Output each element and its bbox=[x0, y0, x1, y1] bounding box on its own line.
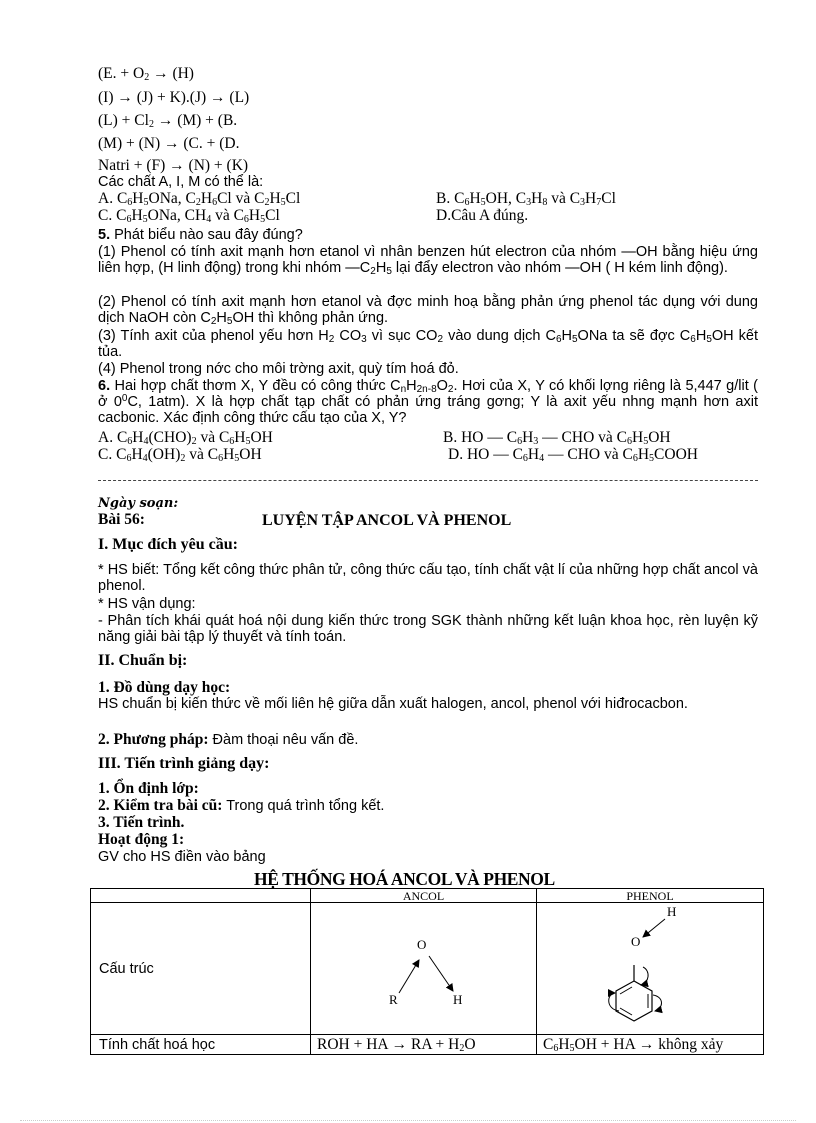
row-structure-label: Cấu trúc bbox=[91, 903, 311, 1035]
section-1-heading: I. Mục đích yêu cầu: bbox=[98, 536, 238, 553]
page-bottom-border bbox=[20, 1120, 796, 1121]
table-header-phenol: PHENOL bbox=[537, 889, 764, 903]
row-chemistry-label: Tính chất hoá học bbox=[91, 1035, 311, 1055]
section-3-item-2: 2. Kiểm tra bài cũ: Trong quá trình tổng kết. bbox=[98, 797, 385, 814]
phenol-structure-diagram bbox=[537, 903, 761, 1029]
lesson-number: Bài 56: bbox=[98, 511, 145, 528]
ancol-o-h-arrow bbox=[429, 956, 453, 991]
table-title: HỆ THỐNG HOÁ ANCOL VÀ PHENOL bbox=[254, 869, 555, 889]
reaction-line-1: (E. + $O_2 \to (H)$ bbox=[98, 65, 194, 83]
ancol-h-label: H bbox=[453, 992, 463, 1007]
phenol-h-o-arrow bbox=[643, 919, 665, 937]
phenol-structure bbox=[537, 903, 764, 1035]
section-1-para-3: - Phân tích khái quát hoá nội dung kiến thức trong SGK thành những kết luận khoa học, rèn luyện kỹ năng giải bài tập lý thuyết và tính toán. bbox=[98, 613, 758, 645]
activity-heading: Hoạt động 1: bbox=[98, 831, 185, 848]
reaction-line-4: (M) + (N) → (C. + (D. bbox=[98, 135, 240, 152]
section-3-heading: III. Tiến trình giảng dạy: bbox=[98, 755, 270, 772]
section-1-para-2: * HS vận dụng: bbox=[98, 596, 196, 612]
section-3-item-1: 1. Ổn định lớp: bbox=[98, 780, 199, 797]
q5-statement-3: (3) Tính axit của phenol yếu hơn $H_2$ $CO_3$ vì sục $CO_2$ vào dung dịch $C_6H_5ONa$ ta sẽ đợc $C_6H_5OH$ kết tủa. bbox=[98, 328, 759, 360]
table-header-ancol: ANCOL bbox=[311, 889, 537, 903]
phenol-curved-arrow-3 bbox=[653, 995, 662, 1011]
section-2-item-2: 2. Phương pháp: Đàm thoại nêu vấn đề. bbox=[98, 731, 359, 748]
ancol-r-o-arrow bbox=[399, 960, 419, 993]
q5-statement-2: (2) Phenol có tính axit mạnh hơn etanol và đợc minh hoạ bằng phản ứng phenol tác dụng với dung dịch NaOH còn $C_2H_5OH$ thì không phản ứng. bbox=[98, 294, 758, 327]
q5-statement-4: (4) Phenol trong nớc cho môi trờng axit, quỳ tím hoá đỏ. bbox=[98, 361, 459, 377]
section-2-item-1: 1. Đồ dùng dạy học: bbox=[98, 679, 231, 696]
q4-option-d: D.Câu A đúng. bbox=[436, 207, 529, 224]
q6-stem: 6. Hai hợp chất thơm X, Y đều có công thức $C_nH_{2n-8}O_2$. Hơi của X, Y có khối lợng riêng là 5,447 g/lit ( ở $0^0C$, 1atm). X là hợp chất tạp chất có phản ứng tráng gơng; Y là axit yếu nhng mạnh hơn axit cacbonic. Xác định công thức cấu tạo của X, Y? bbox=[98, 378, 758, 426]
q6-option-d: D. HO — $C_6H_4$ — CHO và $C_6H_5COOH$ bbox=[448, 446, 698, 464]
q6-option-c: C. $C_6H_4(OH)_2$ và $C_6H_5OH$ bbox=[98, 446, 262, 464]
q4-option-c: C. $C_6H_5ONa$, $CH_4$ và $C_6H_5Cl$ bbox=[98, 207, 280, 225]
q4-stem: Các chất A, I, M có thể là: bbox=[98, 174, 264, 190]
section-2-heading: II. Chuẩn bị: bbox=[98, 652, 188, 669]
q6-option-b: B. HO — $C_6H_3$ — CHO và $C_6H_5OH$ bbox=[443, 429, 671, 447]
section-1-para-1: * HS biết: Tổng kết công thức phân tử, công thức cấu tạo, tính chất vật lí của những hợp chất ancol và phenol. bbox=[98, 562, 758, 594]
reaction-line-5: Natri + (F) → (N) + (K) bbox=[98, 157, 249, 174]
phenol-curved-arrow-2 bbox=[609, 993, 619, 1011]
ancol-r-label: R bbox=[389, 992, 398, 1007]
benzene-ring bbox=[616, 981, 652, 1021]
q6-option-a: A. $C_6H_4(CHO)_2$ và $C_6H_5OH$ bbox=[98, 429, 273, 447]
phenol-h-label: H bbox=[667, 904, 677, 919]
table-header-blank bbox=[91, 889, 311, 903]
date-label: Ngày soạn: bbox=[98, 496, 179, 511]
section-divider bbox=[98, 480, 758, 481]
reaction-line-2: (I) → (J) + K).(J) → (L) bbox=[98, 89, 250, 106]
phenol-chemistry: $C_6H_5OH$ + HA → không xảy bbox=[537, 1035, 764, 1055]
phenol-oxygen-label: O bbox=[631, 934, 641, 949]
ancol-chemistry: ROH + HA → RA + $H_2O$ bbox=[311, 1035, 537, 1055]
q5-stem: 5. Phát biểu nào sau đây đúng? bbox=[98, 227, 303, 243]
systematization-table bbox=[90, 888, 764, 1055]
q4-option-a: A. $C_6H_5ONa$, $C_2H_6Cl$ và $C_2H_5Cl$ bbox=[98, 190, 301, 208]
q5-statement-1: (1) Phenol có tính axit mạnh hơn etanol vì nhân benzen hút electron của nhóm —OH bằng hiệu ứng liên hợp, (H linh động) trong khi nhóm $—C_2H_5$ lại đẩy electron vào nhóm —OH ( H kém linh động). bbox=[98, 244, 758, 277]
lesson-title: LUYỆN TẬP ANCOL VÀ PHENOL bbox=[262, 512, 512, 529]
ancol-structure-diagram bbox=[311, 903, 534, 1029]
section-2-item-1-text: HS chuẩn bị kiến thức về mối liên hệ giữa dẫn xuất halogen, ancol, phenol với hiđrocacbon. bbox=[98, 696, 688, 712]
q4-option-b: B. $C_6H_5OH$, $C_3H_8$ và $C_3H_7Cl$ bbox=[436, 190, 616, 208]
section-3-item-3: 3. Tiến trình. bbox=[98, 814, 185, 831]
ancol-oxygen-label: O bbox=[417, 937, 427, 952]
activity-text: GV cho HS điền vào bảng bbox=[98, 849, 266, 865]
ancol-structure bbox=[311, 903, 537, 1035]
reaction-line-3: $(L) + Cl_2 \to (M) + (B$. bbox=[98, 112, 238, 130]
phenol-curved-arrow-1 bbox=[641, 967, 648, 985]
